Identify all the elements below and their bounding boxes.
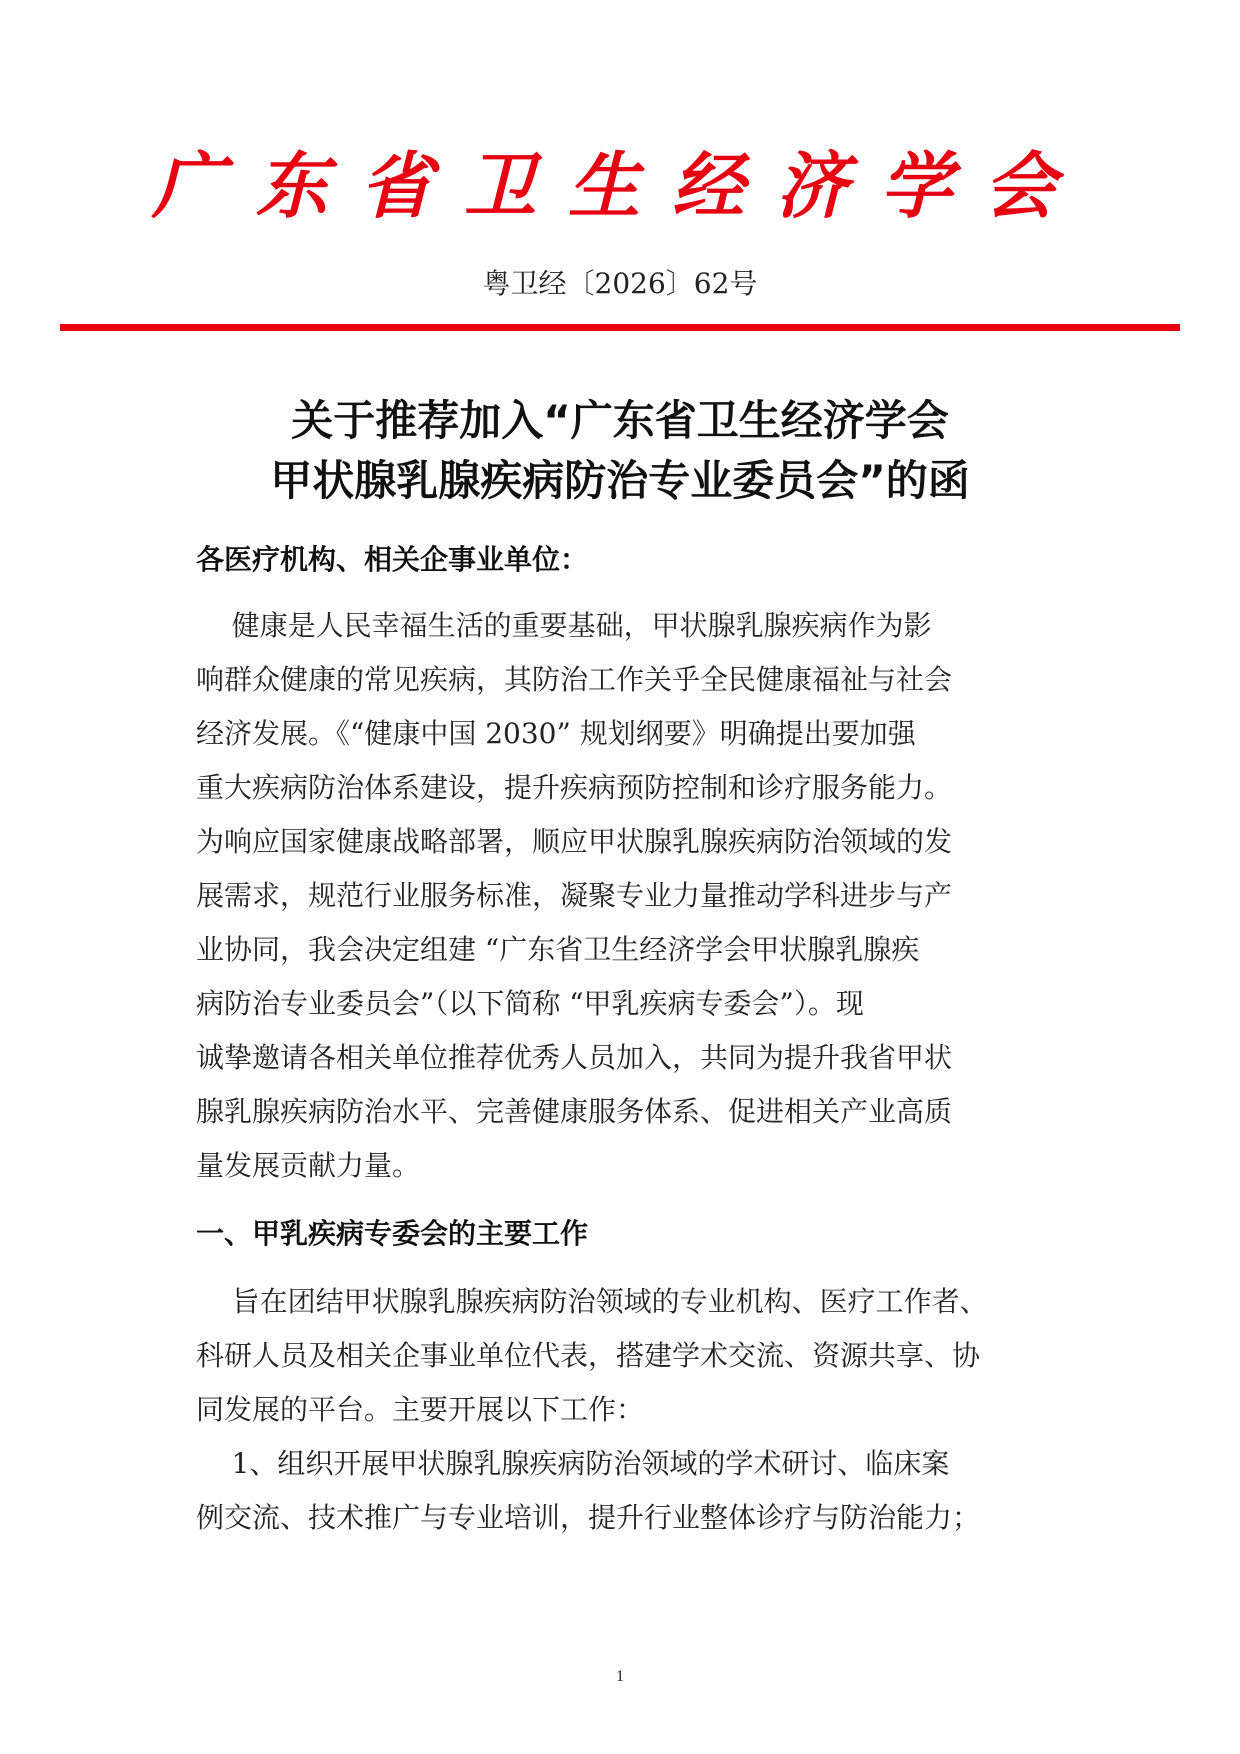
intro-line: 诚挚邀请各相关单位推荐优秀人员加入，共同为提升我省甲状 [196,1041,953,1074]
organization-header: 广东省卫生经济学会 [151,143,1088,228]
intro-line: 健康是人民幸福生活的重要基础，甲状腺乳腺疾病作为影 [196,609,932,642]
section-heading: 一、甲乳疾病专委会的主要工作 [196,1217,589,1250]
document-number: 粤卫经〔2026〕62号 [482,267,758,300]
section-line: 1、组织开展甲状腺乳腺疾病防治领域的学术研讨、临床案 [196,1447,950,1480]
section-line: 旨在团结甲状腺乳腺疾病防治领域的专业机构、医疗工作者、 [196,1285,988,1318]
title-line-2: 甲状腺乳腺疾病防治专业委员会”的函 [270,456,970,505]
intro-line: 量发展贡献力量。 [196,1149,421,1182]
intro-line: 展需求，规范行业服务标准，凝聚专业力量推动学科进步与产 [196,879,953,912]
intro-line: 业协同，我会决定组建 “广东省卫生经济学会甲状腺乳腺疾 [196,933,920,966]
salutation: 各医疗机构、相关企事业单位： [196,543,589,576]
red-divider [60,324,1180,331]
intro-line: 病防治专业委员会”（以下简称 “甲乳疾病专委会”）。现 [196,987,864,1020]
intro-line: 为响应国家健康战略部署，顺应甲状腺乳腺疾病防治领域的发 [196,825,953,858]
title-line-1: 关于推荐加入“广东省卫生经济学会 [291,396,949,445]
intro-line: 腺乳腺疾病防治水平、完善健康服务体系、促进相关产业高质 [196,1095,953,1128]
section-line: 例交流、技术推广与专业培训，提升行业整体诊疗与防治能力； [196,1501,981,1534]
section-line: 同发展的平台。主要开展以下工作： [196,1393,645,1426]
intro-line: 经济发展。《“健康中国 2030” 规划纲要》明确提出要加强 [196,717,916,750]
section-line: 科研人员及相关企事业单位代表，搭建学术交流、资源共享、协 [196,1339,981,1372]
page-number: 1 [616,1668,624,1685]
intro-line: 重大疾病防治体系建设，提升疾病预防控制和诊疗服务能力。 [196,771,953,804]
intro-line: 响群众健康的常见疾病，其防治工作关乎全民健康福祉与社会 [196,663,953,696]
